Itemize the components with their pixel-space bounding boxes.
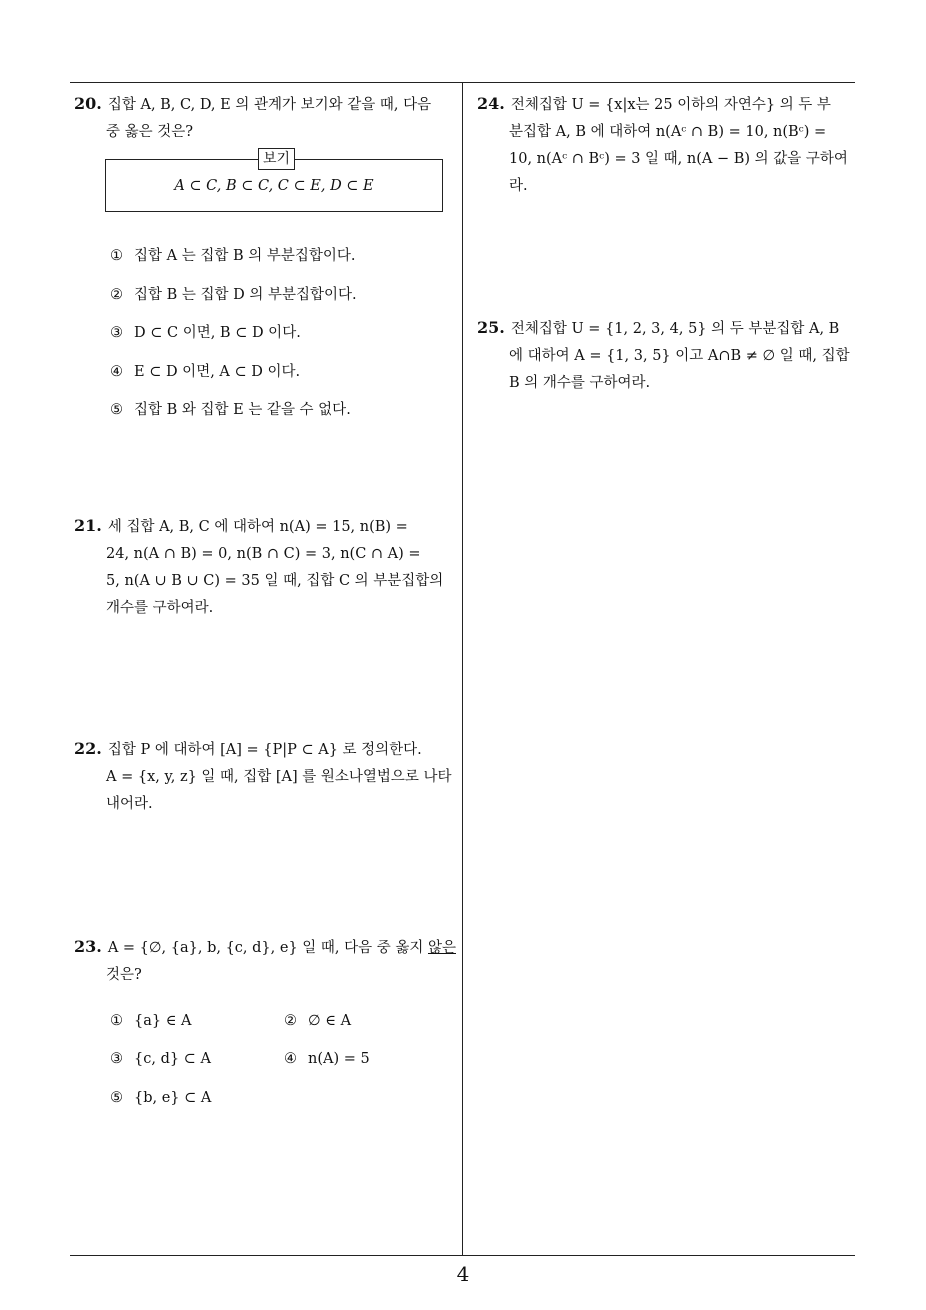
choice-text: {c, d} ⊂ A bbox=[134, 1051, 211, 1067]
problem-21 bbox=[74, 512, 458, 622]
choice-text: {a} ∈ A bbox=[134, 1013, 192, 1029]
problem-text-line: 것은? bbox=[106, 967, 142, 983]
choice-mark: ⑤ bbox=[110, 1090, 123, 1106]
problem-text-line: 전체집합 U = {x|x는 25 이하의 자연수} 의 두 부 bbox=[510, 97, 831, 113]
problem-text-line: A = {x, y, z} 일 때, 집합 [A] 를 원소나열법으로 나타 bbox=[106, 769, 452, 785]
choice-20-5 bbox=[110, 400, 351, 420]
problem-text-line: 개수를 구하여라. bbox=[106, 600, 214, 616]
problem-text-line: 전체집합 U = {1, 2, 3, 4, 5} 의 두 부분집합 A, B bbox=[510, 321, 840, 337]
problem-number: 23. bbox=[74, 937, 102, 956]
choice-20-3 bbox=[110, 323, 301, 343]
choice-mark: ③ bbox=[110, 325, 123, 341]
choice-mark: ③ bbox=[110, 1051, 123, 1067]
problem-text-line: 집합 P 에 대하여 [A] = {P|P ⊂ A} 로 정의한다. bbox=[107, 742, 422, 758]
choice-mark: ④ bbox=[284, 1051, 297, 1067]
problem-number: 25. bbox=[477, 318, 505, 337]
problem-text-line: 세 집합 A, B, C 에 대하여 n(A) = 15, n(B) = bbox=[107, 519, 408, 535]
choice-23-1 bbox=[110, 1011, 192, 1031]
choice-mark: ④ bbox=[110, 364, 123, 380]
problem-text-line: 10, n(Aᶜ ∩ Bᶜ) = 3 일 때, n(A − B) 의 값을 구하여 bbox=[509, 151, 848, 167]
choice-mark: ② bbox=[110, 287, 123, 303]
choice-23-3 bbox=[110, 1049, 211, 1069]
choice-text: {b, e} ⊂ A bbox=[134, 1090, 212, 1106]
choice-20-4 bbox=[110, 362, 300, 382]
underlined-word: 않은 bbox=[427, 940, 456, 956]
problem-25 bbox=[477, 314, 859, 397]
problem-text-line: 에 대하여 A = {1, 3, 5} 이고 A∩B ≠ ∅ 일 때, 집합 bbox=[509, 348, 850, 364]
choice-23-2 bbox=[284, 1011, 351, 1031]
choice-text: 집합 B 는 집합 D 의 부분집합이다. bbox=[134, 287, 357, 303]
choice-mark: ① bbox=[110, 1013, 123, 1029]
column-divider bbox=[462, 82, 463, 1255]
problem-23 bbox=[74, 933, 458, 989]
problem-text-line: 5, n(A ∪ B ∪ C) = 35 일 때, 집합 C 의 부분집합의 bbox=[106, 573, 444, 589]
problem-text-line: 라. bbox=[509, 178, 528, 194]
bogi-content: A ⊂ C, B ⊂ C, C ⊂ E, D ⊂ E bbox=[174, 178, 374, 194]
problem-number: 21. bbox=[74, 516, 102, 535]
choice-text: E ⊂ D 이면, A ⊂ D 이다. bbox=[134, 364, 301, 380]
problem-number: 22. bbox=[74, 739, 102, 758]
page-number: 4 bbox=[456, 1262, 470, 1286]
problem-text-line: A = {∅, {a}, b, {c, d}, e} 일 때, 다음 중 옳지 bbox=[107, 940, 428, 956]
problem-number: 24. bbox=[477, 94, 505, 113]
choice-text: 집합 A 는 집합 B 의 부분집합이다. bbox=[134, 248, 356, 264]
choice-23-4 bbox=[284, 1049, 370, 1069]
choice-mark: ⑤ bbox=[110, 402, 123, 418]
problem-text-line: 중 옳은 것은? bbox=[106, 124, 194, 140]
choice-20-2 bbox=[110, 285, 357, 305]
problem-text-line: 분집합 A, B 에 대하여 n(Aᶜ ∩ B) = 10, n(Bᶜ) = bbox=[509, 124, 827, 140]
choice-text: 집합 B 와 집합 E 는 같을 수 없다. bbox=[134, 402, 351, 418]
choice-mark: ① bbox=[110, 248, 123, 264]
problem-number: 20. bbox=[74, 94, 102, 113]
problem-22 bbox=[74, 735, 458, 818]
choice-23-5 bbox=[110, 1088, 211, 1108]
choice-mark: ② bbox=[284, 1013, 297, 1029]
problem-text-line: B 의 개수를 구하여라. bbox=[509, 375, 651, 391]
choice-text: D ⊂ C 이면, B ⊂ D 이다. bbox=[134, 325, 301, 341]
choice-20-1 bbox=[110, 246, 355, 266]
bogi-title: 보기 bbox=[258, 148, 295, 170]
choice-text: n(A) = 5 bbox=[308, 1051, 370, 1067]
problem-24 bbox=[477, 90, 859, 200]
problem-text-line: 24, n(A ∩ B) = 0, n(B ∩ C) = 3, n(C ∩ A) = bbox=[106, 546, 421, 562]
problem-text-line: 집합 A, B, C, D, E 의 관계가 보기와 같을 때, 다음 bbox=[107, 97, 432, 113]
problem-20 bbox=[74, 90, 458, 146]
bogi-box bbox=[105, 151, 443, 212]
problem-text-line: 내어라. bbox=[106, 796, 153, 812]
choice-text: ∅ ∈ A bbox=[308, 1013, 352, 1029]
bottom-rule bbox=[70, 1255, 855, 1256]
